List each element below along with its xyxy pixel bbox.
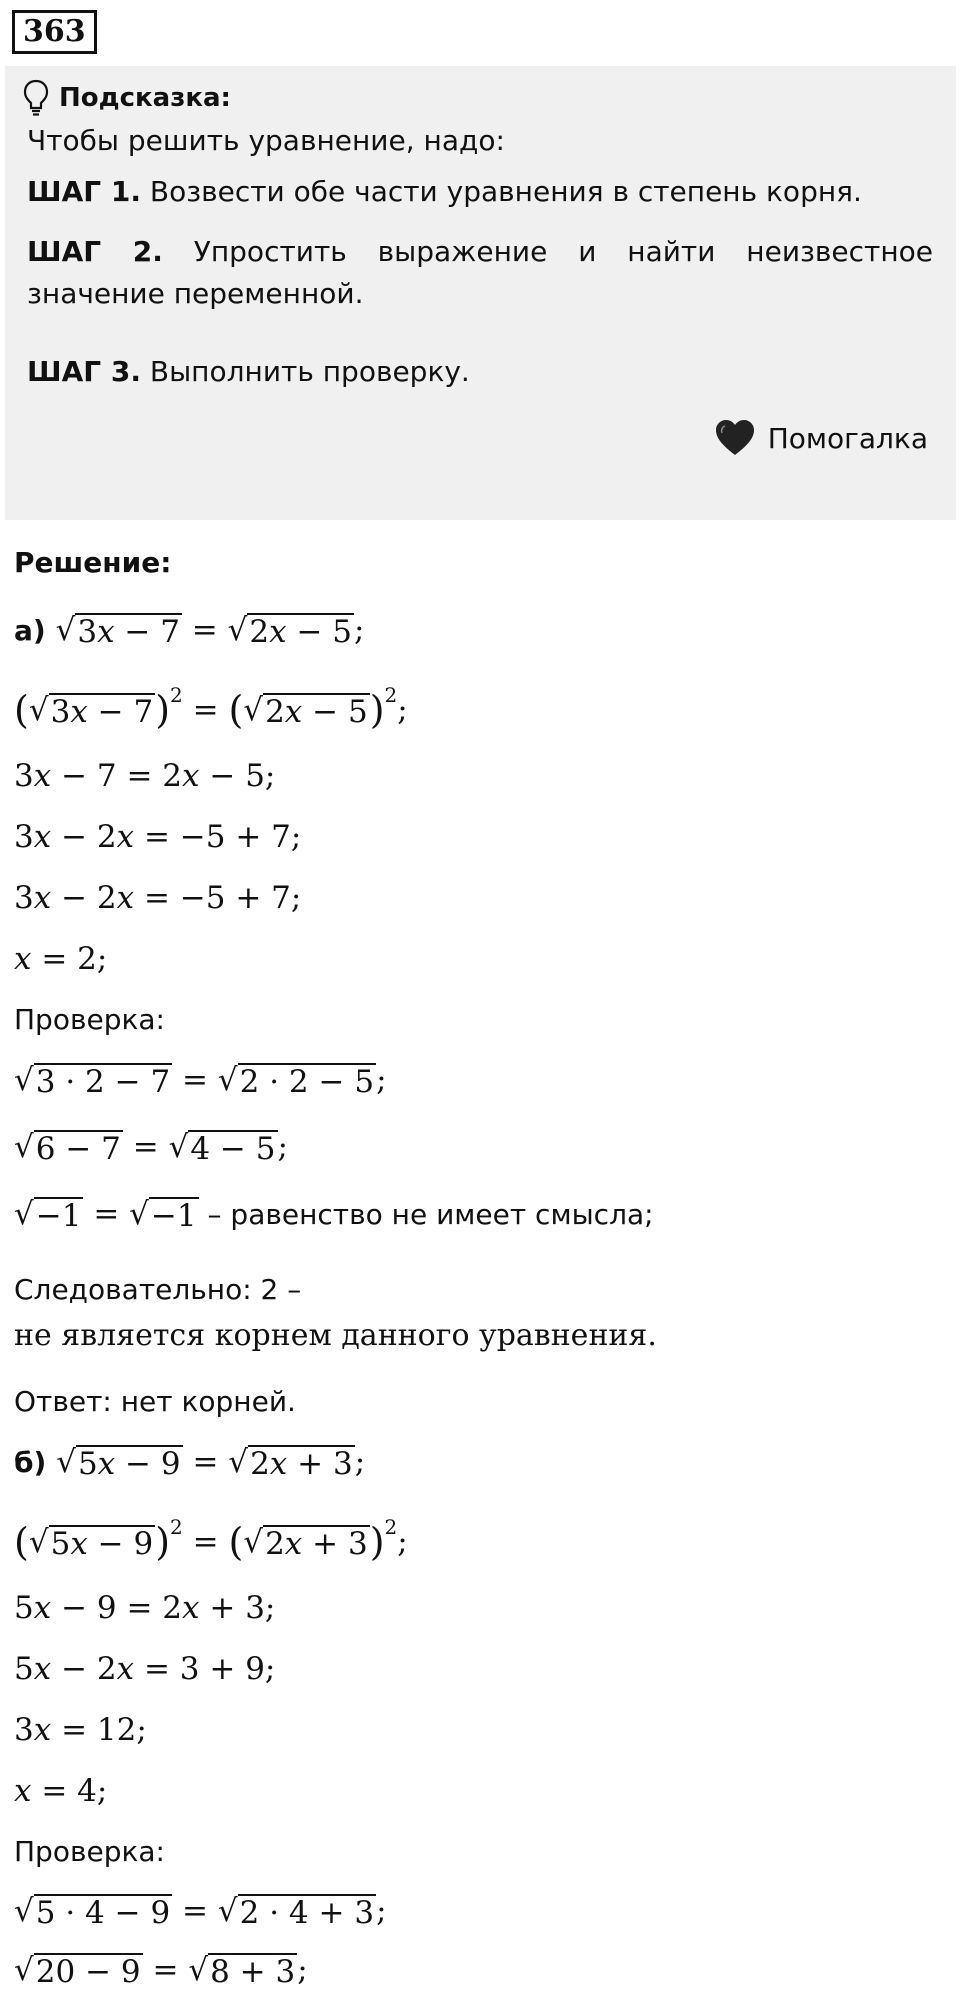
sqrt: √ 4 − 5 <box>168 1129 276 1167</box>
hint-step-3 <box>27 351 470 393</box>
hint-title-label: Подсказка: <box>59 83 231 113</box>
equation-a-squared: ( √ 3x − 7 )$^2$ = ( √ 2x − 5 )$^2$; <box>14 683 408 732</box>
equation-a-step-3: 3x − 2x = −5 + 7; <box>14 880 302 916</box>
step-3-text: Выполнить проверку. <box>140 355 470 388</box>
hint-box <box>5 66 956 520</box>
consequently-a-2: не является корнем данного уравнения. <box>14 1318 657 1353</box>
step-3-label: ШАГ 3. <box>27 355 141 388</box>
sqrt: √ 3 · 2 − 7 <box>14 1062 171 1100</box>
step-1-label: ШАГ 1. <box>27 175 141 208</box>
sqrt: √ 8 + 3 <box>188 1952 296 1990</box>
answer-a: Ответ: нет корней. <box>14 1385 296 1418</box>
hint-intro: Чтобы решить уравнение, надо: <box>27 124 505 157</box>
check-b-label: Проверка: <box>14 1835 165 1868</box>
sqrt: √ 5x − 9 <box>28 1524 154 1562</box>
check-a-label: Проверка: <box>14 1003 165 1036</box>
equation-b-step-2: 5x − 2x = 3 + 9; <box>14 1651 276 1687</box>
footer-label: Помогалка <box>767 421 928 455</box>
sqrt: √ 2x − 5 <box>227 612 353 650</box>
lightbulb-icon <box>23 78 49 118</box>
hint-step-2 <box>27 231 933 315</box>
hint-step-1 <box>27 171 862 213</box>
check-b-2: √ 20 − 9 = √ 8 + 3 ; <box>14 1952 308 1990</box>
equation-a-step-2: 3x − 2x = −5 + 7; <box>14 819 302 855</box>
check-a-3: √ −1 = √ −1 – равенство не имеет смысла; <box>14 1196 654 1234</box>
consequently-a: Следовательно: 2 – <box>14 1273 302 1306</box>
equation-b-step-3: 3x = 12; <box>14 1712 147 1748</box>
sqrt: √ 5 · 4 − 9 <box>14 1893 171 1931</box>
sqrt: √ 2x − 5 <box>243 692 368 730</box>
hint-title <box>23 78 231 118</box>
equation-a-root: x = 2; <box>14 941 108 977</box>
equation-a-step-1: 3x − 7 = 2x − 5; <box>14 758 276 794</box>
sqrt: √ 3x − 7 <box>55 612 180 650</box>
heart-icon <box>714 418 756 458</box>
equation-b-squared: ( √ 5x − 9 )$^2$ = ( √ 2x + 3 )$^2$; <box>14 1515 408 1564</box>
equation-b: б) √ 5x − 9 = √ 2x + 3 ; <box>14 1444 366 1482</box>
check-a-3-text: – равенство не имеет смысла; <box>198 1198 654 1231</box>
sqrt: √ 5x − 9 <box>56 1444 181 1482</box>
equation-a: а) √ 3x − 7 = √ 2x − 5 ; <box>14 612 365 650</box>
step-1-text: Возвести обе части уравнения в степень корня. <box>140 175 862 208</box>
part-b-label: б) <box>14 1446 47 1479</box>
solution-title: Решение: <box>14 546 172 579</box>
hint-footer <box>714 418 928 458</box>
part-a-label: а) <box>14 614 46 647</box>
equation-b-root: x = 4; <box>14 1773 108 1809</box>
sqrt: √ 2 · 2 − 5 <box>217 1062 375 1100</box>
sqrt: √ 6 − 7 <box>14 1129 121 1167</box>
sqrt: √ 2 · 4 + 3 <box>217 1893 375 1931</box>
task-number: 363 <box>12 10 97 54</box>
sqrt: √ 2x + 3 <box>228 1444 353 1482</box>
sqrt: √ 3x − 7 <box>28 692 154 730</box>
check-a-1: √ 3 · 2 − 7 = √ 2 · 2 − 5 ; <box>14 1062 387 1100</box>
sqrt: √ 20 − 9 <box>14 1952 141 1990</box>
equation-b-step-1: 5x − 9 = 2x + 3; <box>14 1590 276 1626</box>
sqrt: √ −1 <box>14 1196 82 1234</box>
step-2-label: ШАГ 2. <box>27 235 163 268</box>
sqrt: √ −1 <box>129 1196 197 1234</box>
check-a-2: √ 6 − 7 = √ 4 − 5 ; <box>14 1129 288 1167</box>
sqrt: √ 2x + 3 <box>243 1524 368 1562</box>
check-b-1: √ 5 · 4 − 9 = √ 2 · 4 + 3 ; <box>14 1893 387 1931</box>
step-2-text: Упростить выражение и найти неизвестное значение переменной. <box>27 235 934 310</box>
